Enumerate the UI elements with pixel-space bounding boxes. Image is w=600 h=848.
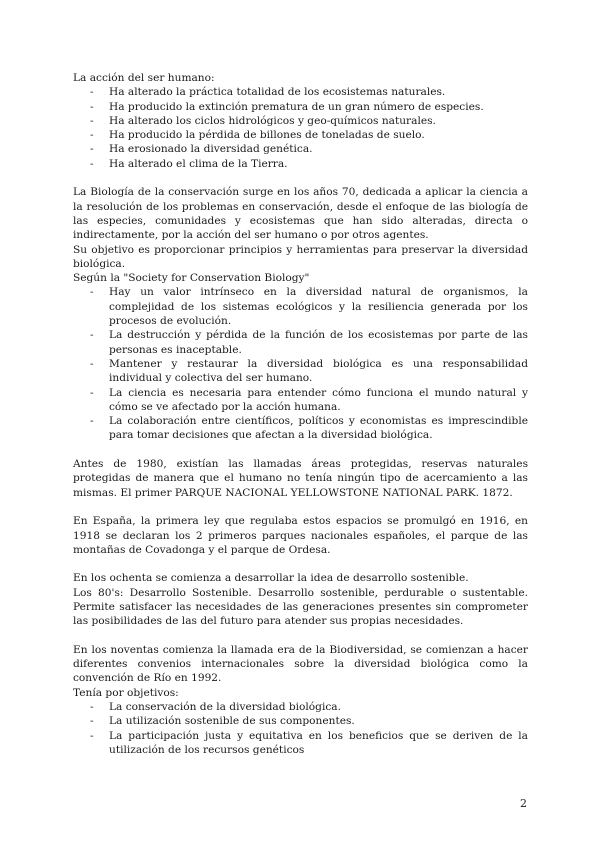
list-item: - Ha producido la pérdida de billones de toneladas de suelo. [90, 129, 425, 142]
society-intro: Según la "Society for Conservation Biology" [73, 272, 310, 285]
eighties-paragraph: Los 80's: Desarrollo Sostenible. Desarrollo sostenible, perdurable o sustentable. Permite satisfacer las necesidades de las generaciones presentes sin comprometer las posibilidades de las del futuro para atender sus propias necesidades. [73, 586, 528, 628]
bullet-dash: - [90, 157, 94, 170]
protected-areas-paragraph: Antes de 1980, existían las llamadas áreas protegidas, reservas naturales protegidas de manera que el humano no tenía ningún tipo de acercamiento a las mismas. El primer PARQUE NACIONAL YELLOWSTONE NATIONAL PARK. 1872. [73, 458, 528, 499]
list-item: - Ha alterado el clima de la Tierra. [90, 157, 288, 170]
list-item: - La utilización sostenible de sus componentes. [90, 715, 355, 728]
list-item: - La conservación de la diversidad biológica. [90, 701, 341, 714]
bullet-dash: - [90, 715, 94, 728]
bullet-dash: - [90, 701, 94, 714]
spain-paragraph: En España, la primera ley que regulaba estos espacios se promulgó en 1916, en 1918 se declaran los 2 primeros parques nacionales españoles, el parque de las montañas de Covadonga y el parque de Ordesa. [73, 515, 528, 556]
bullet-dash: - [90, 114, 94, 127]
list-item: - La colaboración entre científicos, políticos y economistas es imprescindible para tomar decisiones que afectan a la diversidad biológica. [90, 415, 528, 442]
conservation-paragraph: La Biología de la conservación surge en los años 70, dedicada a aplicar la ciencia a la resolución de los problemas en conservación, desde el enfoque de las biología de las especies, comunidades y ecosistemas que han sido alteradas, directa o indirectamente, por la acción del ser humano o por otros agentes. [73, 186, 528, 242]
list-item: - La destrucción y pérdida de la función de los ecosistemas por parte de las personas es inaceptable. [90, 329, 528, 356]
bullet-dash: - [90, 329, 94, 342]
human-impact-list [73, 85, 528, 171]
list-item: - Ha producido la extinción prematura de un gran número de especies. [90, 100, 484, 113]
list-item: - Hay un valor intrínseco en la diversidad natural de organismos, la complejidad de los sistemas ecológicos y la resiliencia generada por los procesos de evolución. [90, 286, 528, 328]
bullet-dash: - [90, 100, 94, 113]
bullet-dash: - [90, 415, 94, 428]
objectives-heading: Tenía por objetivos: [73, 686, 179, 699]
conservation-objective: Su objetivo es proporcionar principios y herramientas para preservar la diversidad biológica. [73, 243, 528, 270]
bullet-dash: - [90, 129, 94, 142]
bullet-dash: - [90, 86, 94, 99]
eighties-line: En los ochenta se comienza a desarrollar la idea de desarrollo sostenible. [73, 572, 469, 585]
page-content [73, 71, 528, 757]
objectives-list [73, 700, 528, 757]
bullet-dash: - [90, 143, 94, 156]
nineties-paragraph: En los noventas comienza la llamada era de la Biodiversidad, se comienzan a hacer diferentes convenios internacionales sobre la diversidad biológica como la convención de Río en 1992. [73, 643, 528, 685]
list-item: - La participación justa y equitativa en los beneficios que se deriven de la utilización de los recursos genéticos [90, 729, 528, 756]
list-item: - La ciencia es necesaria para entender cómo funciona el mundo natural y cómo se ve afectado por la acción humana. [90, 386, 528, 413]
bullet-dash: - [90, 386, 94, 399]
list-item: - Ha alterado los ciclos hidrológicos y geo-químicos naturales. [90, 114, 436, 127]
bullet-dash: - [90, 286, 94, 299]
list-item: - Ha erosionado la diversidad genética. [90, 143, 313, 156]
intro-heading: La acción del ser humano: [73, 72, 215, 84]
page-number: 2 [520, 797, 527, 810]
list-item: - Ha alterado la práctica totalidad de los ecosistemas naturales. [90, 86, 446, 99]
list-item: - Mantener y restaurar la diversidad biológica es una responsabilidad individual y colectiva del ser humano. [90, 357, 528, 385]
bullet-dash: - [90, 729, 94, 742]
society-principles-list [73, 285, 528, 442]
bullet-dash: - [90, 357, 94, 370]
